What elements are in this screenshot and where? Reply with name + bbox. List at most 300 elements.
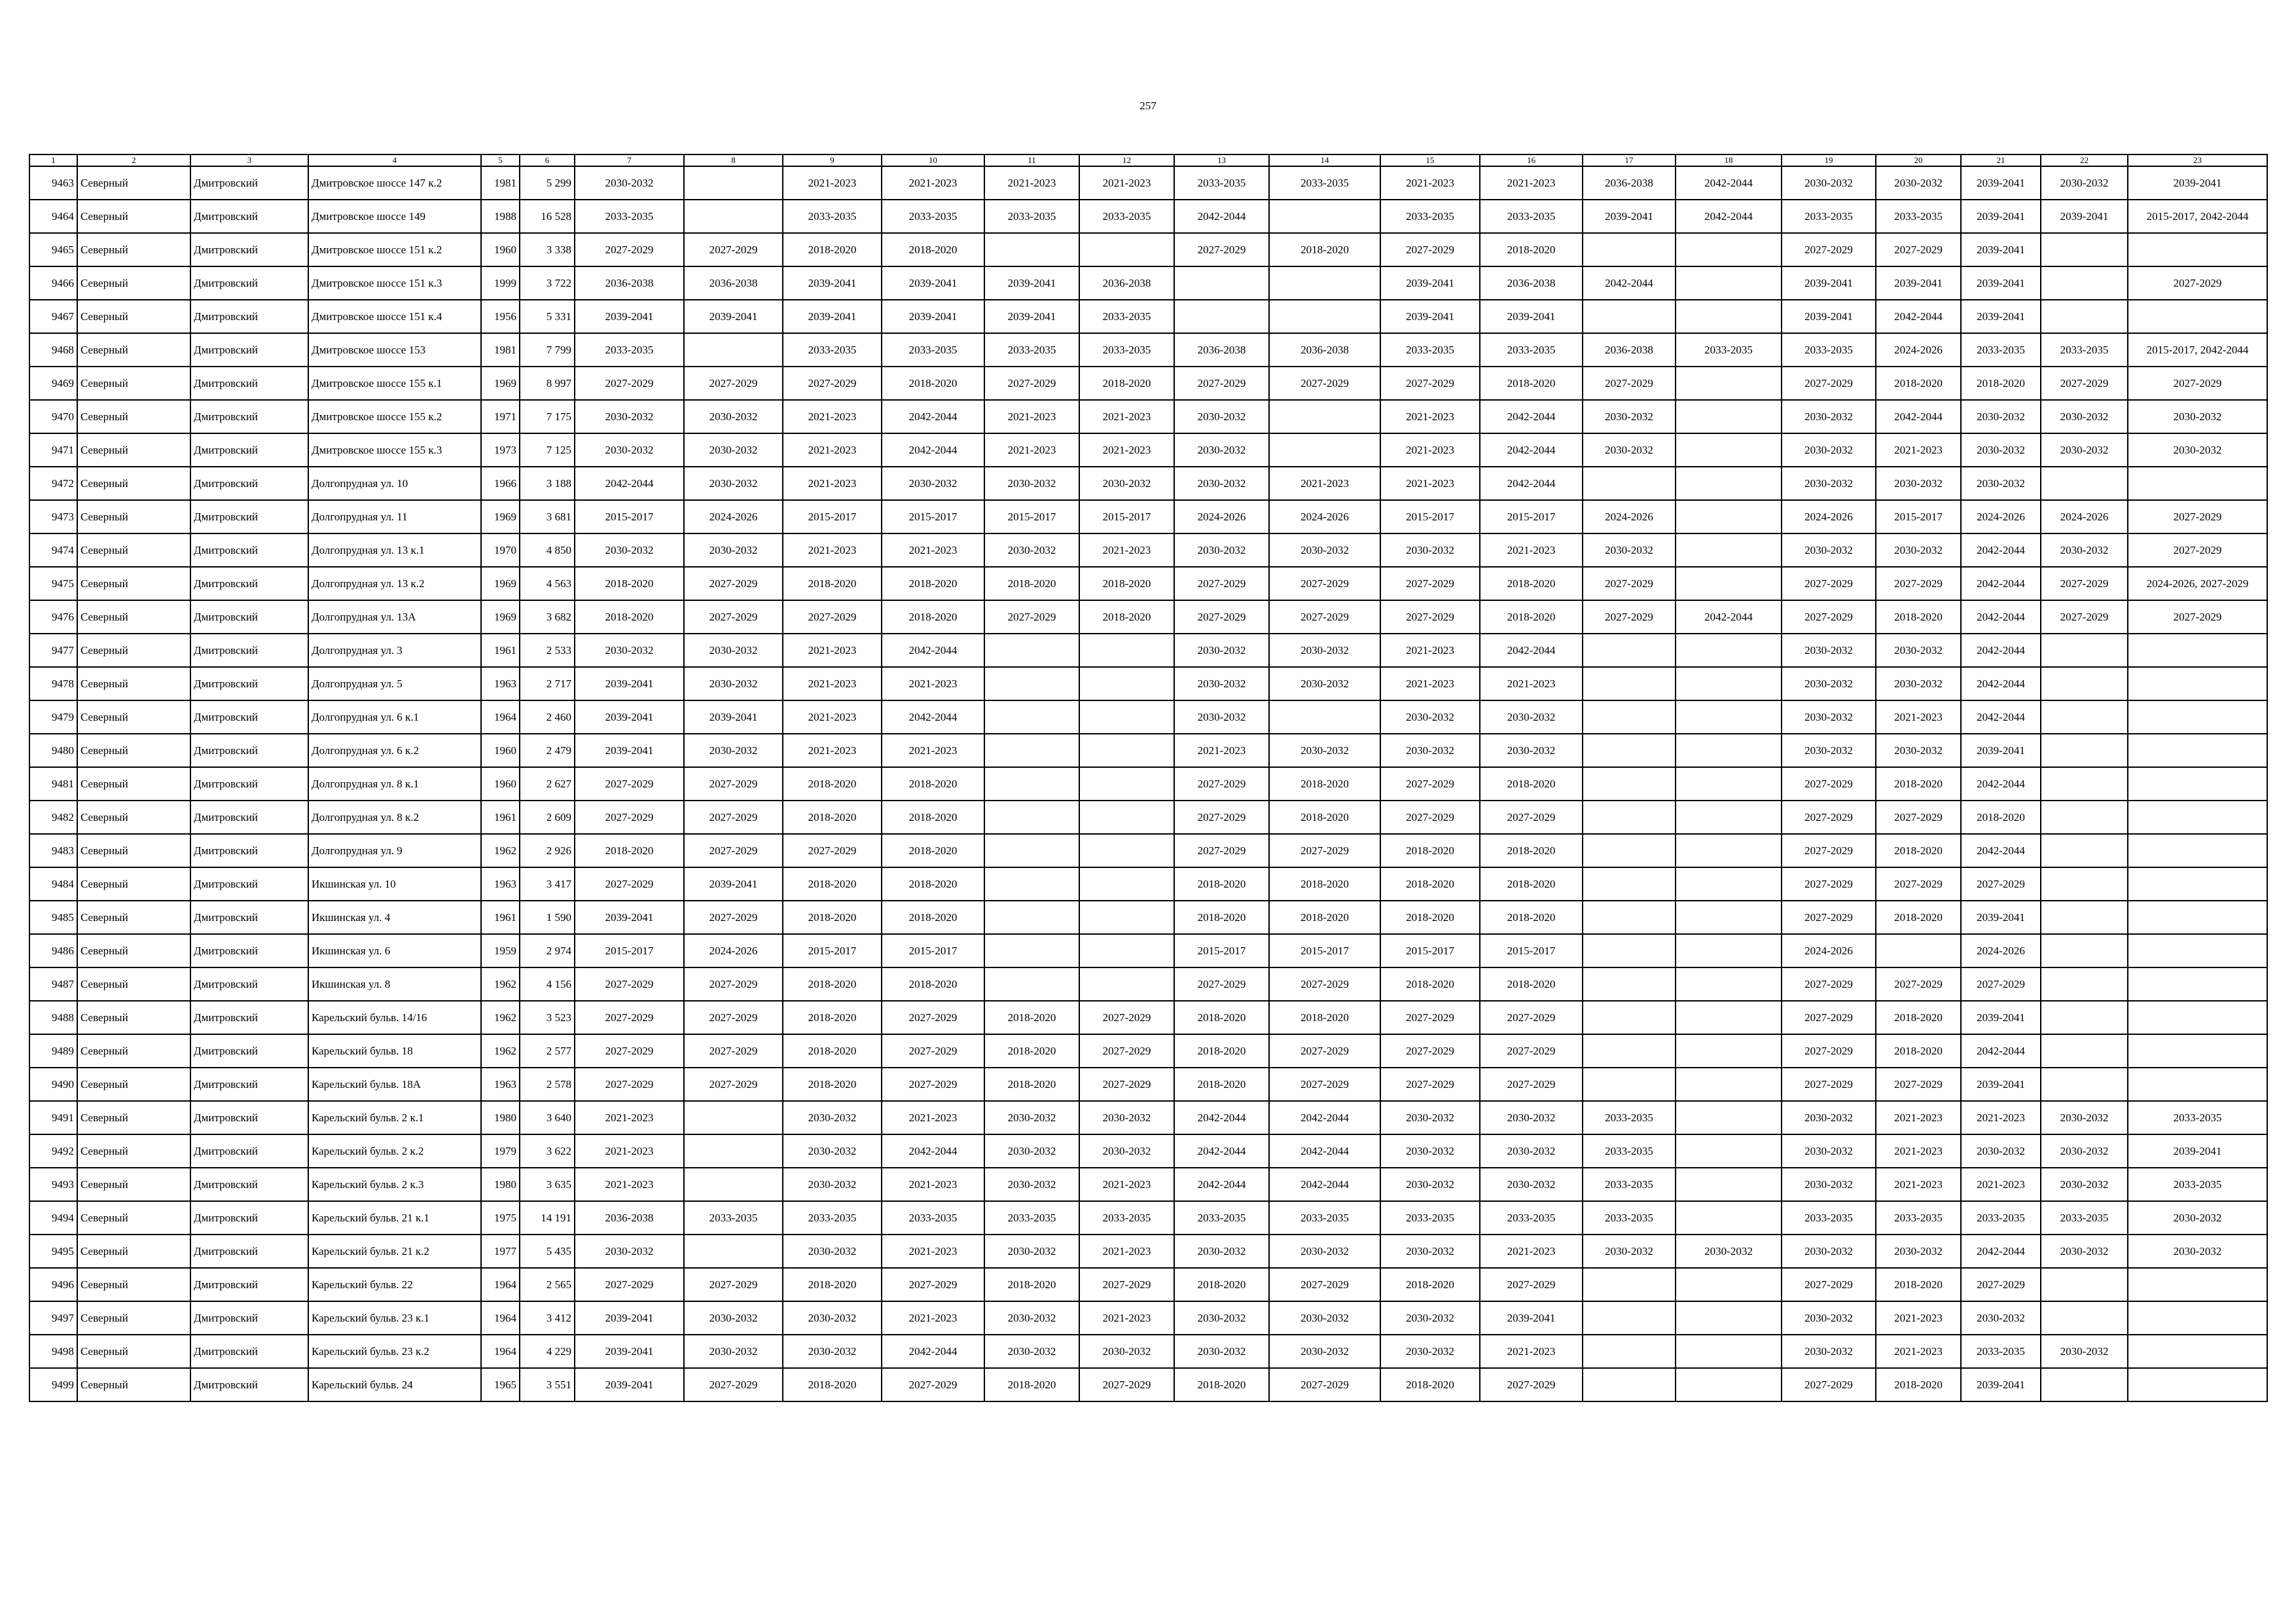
table-row [29,1168,2267,1201]
cell-period-col-10: 2033-2035 [882,333,984,367]
cell-period-col-7: 2018-2020 [575,567,684,600]
cell-area-value: 3 722 [520,266,575,300]
cell-period-col-11: 2030-2032 [984,1134,1079,1168]
cell-period-col-10: 2027-2029 [882,1034,984,1068]
cell-area-value: 3 682 [520,600,575,634]
cell-period-col-12: 2027-2029 [1079,1368,1174,1401]
cell-period-col-11: 2021-2023 [984,166,1079,200]
cell-period-col-14: 2027-2029 [1269,834,1380,867]
cell-period-col-12: 2030-2032 [1079,1134,1174,1168]
cell-year: 1971 [481,400,520,433]
cell-row-number: 9486 [29,934,77,967]
cell-year: 1980 [481,1101,520,1134]
cell-row-number: 9483 [29,834,77,867]
cell-period-col-10: 2021-2023 [882,1168,984,1201]
cell-period-col-18 [1676,634,1782,667]
cell-period-col-17 [1583,1368,1676,1401]
cell-period-col-11: 2030-2032 [984,467,1079,500]
cell-year: 1960 [481,233,520,266]
cell-period-col-7: 2030-2032 [575,1235,684,1268]
cell-period-col-20: 2021-2023 [1876,1101,1961,1134]
table-row [29,367,2267,400]
cell-period-col-11 [984,767,1079,801]
cell-area: Дмитровский [190,1335,308,1368]
cell-period-col-20: 2030-2032 [1876,467,1961,500]
cell-period-col-12: 2027-2029 [1079,1268,1174,1301]
cell-period-col-16: 2027-2029 [1480,1001,1583,1034]
cell-period-col-16: 2033-2035 [1480,333,1583,367]
cell-period-col-11: 2030-2032 [984,533,1079,567]
table-row [29,233,2267,266]
cell-address: Долгопрудная ул. 8 к.1 [308,767,481,801]
cell-period-col-16: 2027-2029 [1480,1268,1583,1301]
column-header-15: 15 [1380,154,1480,166]
column-header-18: 18 [1676,154,1782,166]
table-row [29,1001,2267,1034]
cell-period-col-7: 2036-2038 [575,266,684,300]
cell-period-col-10: 2021-2023 [882,1301,984,1335]
cell-period-col-19: 2027-2029 [1782,767,1876,801]
cell-period-col-23 [2128,667,2267,700]
cell-period-col-13: 2042-2044 [1174,200,1269,233]
cell-year: 1963 [481,667,520,700]
cell-row-number: 9471 [29,433,77,467]
table-row [29,734,2267,767]
cell-period-col-14: 2018-2020 [1269,901,1380,934]
cell-period-col-13: 2030-2032 [1174,433,1269,467]
table-row [29,1368,2267,1401]
cell-district: Северный [77,1201,190,1235]
cell-area: Дмитровский [190,1301,308,1335]
cell-period-col-7: 2027-2029 [575,1268,684,1301]
table-row [29,567,2267,600]
cell-period-col-14 [1269,300,1380,333]
cell-period-col-23: 2039-2041 [2128,166,2267,200]
cell-period-col-21: 2042-2044 [1961,1034,2041,1068]
cell-period-col-22 [2041,867,2128,901]
table-row [29,333,2267,367]
cell-period-col-8: 2027-2029 [684,1268,783,1301]
table-row [29,834,2267,867]
cell-period-col-9: 2027-2029 [783,834,882,867]
cell-district: Северный [77,333,190,367]
cell-period-col-19: 2027-2029 [1782,367,1876,400]
cell-period-col-14: 2015-2017 [1269,934,1380,967]
cell-period-col-17 [1583,634,1676,667]
cell-period-col-17: 2036-2038 [1583,333,1676,367]
cell-period-col-9: 2030-2032 [783,1101,882,1134]
cell-period-col-11: 2021-2023 [984,400,1079,433]
cell-period-col-14: 2027-2029 [1269,567,1380,600]
cell-period-col-13: 2027-2029 [1174,801,1269,834]
cell-period-col-13: 2015-2017 [1174,934,1269,967]
cell-period-col-17: 2033-2035 [1583,1168,1676,1201]
cell-row-number: 9466 [29,266,77,300]
cell-period-col-13: 2042-2044 [1174,1168,1269,1201]
cell-area: Дмитровский [190,433,308,467]
cell-period-col-22: 2027-2029 [2041,367,2128,400]
cell-period-col-19: 2033-2035 [1782,200,1876,233]
cell-period-col-17: 2030-2032 [1583,533,1676,567]
cell-period-col-21: 2024-2026 [1961,934,2041,967]
cell-period-col-17: 2030-2032 [1583,1235,1676,1268]
cell-area: Дмитровский [190,300,308,333]
cell-period-col-9: 2021-2023 [783,433,882,467]
cell-period-col-20: 2021-2023 [1876,1168,1961,1201]
cell-period-col-23 [2128,1001,2267,1034]
cell-period-col-20: 2018-2020 [1876,1034,1961,1068]
cell-period-col-23 [2128,901,2267,934]
cell-period-col-8: 2027-2029 [684,1034,783,1068]
cell-area-value: 2 627 [520,767,575,801]
column-header-8: 8 [684,154,783,166]
cell-area-value: 7 125 [520,433,575,467]
cell-area: Дмитровский [190,367,308,400]
cell-period-col-21: 2033-2035 [1961,1335,2041,1368]
cell-period-col-21: 2039-2041 [1961,1001,2041,1034]
cell-area-value: 8 997 [520,367,575,400]
cell-period-col-20: 2030-2032 [1876,634,1961,667]
cell-period-col-17 [1583,700,1676,734]
cell-period-col-10: 2042-2044 [882,634,984,667]
cell-address: Дмитровское шоссе 147 к.2 [308,166,481,200]
table-row [29,166,2267,200]
cell-period-col-7: 2027-2029 [575,867,684,901]
cell-period-col-16: 2042-2044 [1480,467,1583,500]
cell-year: 1969 [481,367,520,400]
cell-period-col-15: 2015-2017 [1380,934,1480,967]
cell-period-col-17: 2027-2029 [1583,567,1676,600]
cell-period-col-8: 2039-2041 [684,700,783,734]
cell-period-col-7: 2030-2032 [575,400,684,433]
cell-period-col-23: 2027-2029 [2128,600,2267,634]
cell-row-number: 9472 [29,467,77,500]
cell-period-col-10: 2033-2035 [882,200,984,233]
cell-period-col-12 [1079,834,1174,867]
cell-district: Северный [77,1001,190,1034]
cell-period-col-19: 2033-2035 [1782,333,1876,367]
cell-period-col-16: 2018-2020 [1480,967,1583,1001]
cell-period-col-15: 2027-2029 [1380,1068,1480,1101]
cell-period-col-19: 2027-2029 [1782,867,1876,901]
cell-period-col-17 [1583,1335,1676,1368]
cell-period-col-17 [1583,667,1676,700]
column-header-14: 14 [1269,154,1380,166]
cell-period-col-11: 2033-2035 [984,200,1079,233]
cell-period-col-12: 2015-2017 [1079,500,1174,533]
cell-row-number: 9491 [29,1101,77,1134]
cell-area-value: 2 479 [520,734,575,767]
cell-period-col-15: 2018-2020 [1380,967,1480,1001]
cell-period-col-14: 2027-2029 [1269,367,1380,400]
cell-period-col-23: 2024-2026, 2027-2029 [2128,567,2267,600]
cell-period-col-23 [2128,1368,2267,1401]
cell-period-col-11: 2015-2017 [984,500,1079,533]
cell-period-col-12: 2033-2035 [1079,200,1174,233]
cell-period-col-20: 2018-2020 [1876,834,1961,867]
cell-period-col-21: 2024-2026 [1961,500,2041,533]
cell-period-col-18 [1676,1368,1782,1401]
cell-period-col-12: 2021-2023 [1079,1168,1174,1201]
cell-district: Северный [77,700,190,734]
cell-address: Карельский бульв. 22 [308,1268,481,1301]
cell-period-col-7: 2039-2041 [575,901,684,934]
cell-period-col-9: 2018-2020 [783,901,882,934]
cell-row-number: 9484 [29,867,77,901]
cell-area: Дмитровский [190,600,308,634]
cell-period-col-13 [1174,266,1269,300]
cell-period-col-7: 2015-2017 [575,500,684,533]
cell-district: Северный [77,867,190,901]
cell-period-col-21: 2042-2044 [1961,834,2041,867]
cell-period-col-20: 2018-2020 [1876,600,1961,634]
cell-period-col-9: 2018-2020 [783,767,882,801]
cell-address: Долгопрудная ул. 6 к.2 [308,734,481,767]
cell-period-col-8: 2039-2041 [684,300,783,333]
cell-period-col-16: 2021-2023 [1480,1335,1583,1368]
cell-period-col-23: 2015-2017, 2042-2044 [2128,333,2267,367]
cell-period-col-15: 2033-2035 [1380,333,1480,367]
cell-address: Икшинская ул. 4 [308,901,481,934]
cell-period-col-16: 2021-2023 [1480,166,1583,200]
cell-period-col-13: 2033-2035 [1174,1201,1269,1235]
cell-area: Дмитровский [190,934,308,967]
cell-period-col-8: 2030-2032 [684,400,783,433]
cell-period-col-13: 2027-2029 [1174,233,1269,266]
cell-period-col-18 [1676,500,1782,533]
cell-period-col-12: 2021-2023 [1079,533,1174,567]
cell-period-col-18 [1676,1101,1782,1134]
cell-area: Дмитровский [190,1235,308,1268]
cell-period-col-20: 2039-2041 [1876,266,1961,300]
cell-period-col-8 [684,333,783,367]
cell-area-value: 3 523 [520,1001,575,1034]
cell-area-value: 2 974 [520,934,575,967]
cell-period-col-16: 2015-2017 [1480,500,1583,533]
cell-address: Дмитровское шоссе 149 [308,200,481,233]
cell-period-col-20: 2030-2032 [1876,667,1961,700]
column-header-1: 1 [29,154,77,166]
cell-period-col-21: 2039-2041 [1961,233,2041,266]
cell-period-col-22 [2041,734,2128,767]
table-header [29,154,2267,166]
cell-period-col-11: 2027-2029 [984,367,1079,400]
cell-district: Северный [77,1235,190,1268]
cell-year: 1963 [481,867,520,901]
cell-area-value: 14 191 [520,1201,575,1235]
cell-area: Дмитровский [190,400,308,433]
cell-area-value: 7 799 [520,333,575,367]
cell-period-col-17 [1583,734,1676,767]
cell-address: Карельский бульв. 21 к.2 [308,1235,481,1268]
cell-period-col-13: 2018-2020 [1174,1068,1269,1101]
cell-area-value: 3 551 [520,1368,575,1401]
cell-period-col-21: 2033-2035 [1961,1201,2041,1235]
cell-period-col-9: 2018-2020 [783,1068,882,1101]
cell-period-col-16: 2042-2044 [1480,433,1583,467]
cell-period-col-10: 2027-2029 [882,1268,984,1301]
cell-address: Карельский бульв. 14/16 [308,1001,481,1034]
cell-period-col-19: 2030-2032 [1782,1335,1876,1368]
cell-period-col-14: 2018-2020 [1269,867,1380,901]
cell-period-col-18 [1676,367,1782,400]
cell-district: Северный [77,400,190,433]
cell-period-col-23 [2128,934,2267,967]
cell-period-col-13: 2027-2029 [1174,367,1269,400]
cell-period-col-15: 2027-2029 [1380,1034,1480,1068]
cell-period-col-17: 2033-2035 [1583,1101,1676,1134]
cell-period-col-14 [1269,400,1380,433]
cell-period-col-19: 2030-2032 [1782,400,1876,433]
cell-row-number: 9473 [29,500,77,533]
cell-year: 1981 [481,166,520,200]
cell-period-col-19: 2039-2041 [1782,266,1876,300]
cell-period-col-17: 2036-2038 [1583,166,1676,200]
cell-period-col-15: 2018-2020 [1380,1268,1480,1301]
cell-period-col-19: 2030-2032 [1782,1134,1876,1168]
cell-period-col-17 [1583,300,1676,333]
cell-period-col-8 [684,1168,783,1201]
cell-period-col-18 [1676,667,1782,700]
cell-period-col-11 [984,901,1079,934]
cell-period-col-22: 2030-2032 [2041,1335,2128,1368]
cell-address: Карельский бульв. 23 к.2 [308,1335,481,1368]
table-row [29,1201,2267,1235]
cell-area-value: 5 299 [520,166,575,200]
cell-period-col-13: 2018-2020 [1174,1268,1269,1301]
table-row [29,433,2267,467]
table-row [29,600,2267,634]
cell-period-col-7: 2030-2032 [575,634,684,667]
cell-period-col-14: 2027-2029 [1269,1268,1380,1301]
cell-period-col-9: 2033-2035 [783,1201,882,1235]
cell-period-col-20: 2021-2023 [1876,433,1961,467]
cell-period-col-11: 2018-2020 [984,1001,1079,1034]
table-row [29,300,2267,333]
table-row [29,801,2267,834]
cell-period-col-19: 2027-2029 [1782,233,1876,266]
cell-period-col-9: 2015-2017 [783,934,882,967]
cell-period-col-21: 2030-2032 [1961,1301,2041,1335]
cell-period-col-14: 2027-2029 [1269,600,1380,634]
cell-period-col-21: 2042-2044 [1961,667,2041,700]
cell-period-col-21: 2021-2023 [1961,1168,2041,1201]
cell-period-col-19: 2024-2026 [1782,500,1876,533]
cell-period-col-19: 2030-2032 [1782,166,1876,200]
cell-period-col-14: 2033-2035 [1269,166,1380,200]
cell-period-col-18 [1676,233,1782,266]
cell-period-col-20: 2015-2017 [1876,500,1961,533]
cell-year: 1970 [481,533,520,567]
cell-area: Дмитровский [190,834,308,867]
cell-year: 1964 [481,1301,520,1335]
cell-period-col-19: 2027-2029 [1782,1034,1876,1068]
cell-address: Дмитровское шоссе 151 к.3 [308,266,481,300]
cell-period-col-19: 2030-2032 [1782,700,1876,734]
cell-row-number: 9487 [29,967,77,1001]
cell-row-number: 9463 [29,166,77,200]
cell-period-col-23: 2027-2029 [2128,500,2267,533]
cell-period-col-8: 2030-2032 [684,634,783,667]
cell-period-col-19: 2030-2032 [1782,667,1876,700]
cell-period-col-20: 2018-2020 [1876,1368,1961,1401]
cell-period-col-7: 2027-2029 [575,1001,684,1034]
cell-period-col-13: 2018-2020 [1174,1001,1269,1034]
cell-period-col-23 [2128,967,2267,1001]
cell-row-number: 9499 [29,1368,77,1401]
cell-period-col-7: 2021-2023 [575,1134,684,1168]
cell-area: Дмитровский [190,333,308,367]
cell-period-col-10: 2042-2044 [882,1134,984,1168]
cell-period-col-7: 2039-2041 [575,700,684,734]
cell-period-col-20 [1876,934,1961,967]
cell-period-col-14: 2027-2029 [1269,1068,1380,1101]
cell-period-col-19: 2030-2032 [1782,1235,1876,1268]
cell-period-col-13: 2027-2029 [1174,567,1269,600]
cell-period-col-22 [2041,467,2128,500]
cell-period-col-18: 2042-2044 [1676,600,1782,634]
cell-period-col-9: 2039-2041 [783,300,882,333]
cell-period-col-22: 2030-2032 [2041,1101,2128,1134]
cell-period-col-18 [1676,266,1782,300]
cell-year: 1962 [481,1001,520,1034]
cell-period-col-9: 2015-2017 [783,500,882,533]
table-row [29,266,2267,300]
cell-year: 1959 [481,934,520,967]
cell-period-col-14: 2030-2032 [1269,634,1380,667]
cell-row-number: 9467 [29,300,77,333]
cell-period-col-21: 2018-2020 [1961,367,2041,400]
cell-year: 1980 [481,1168,520,1201]
cell-period-col-20: 2027-2029 [1876,567,1961,600]
cell-period-col-18 [1676,1301,1782,1335]
cell-period-col-16: 2030-2032 [1480,1168,1583,1201]
cell-period-col-8: 2027-2029 [684,233,783,266]
cell-period-col-23: 2039-2041 [2128,1134,2267,1168]
cell-period-col-14: 2018-2020 [1269,767,1380,801]
cell-period-col-10: 2018-2020 [882,801,984,834]
cell-area-value: 2 717 [520,667,575,700]
cell-period-col-18 [1676,734,1782,767]
cell-period-col-10: 2042-2044 [882,1335,984,1368]
cell-period-col-7: 2027-2029 [575,367,684,400]
cell-area: Дмитровский [190,266,308,300]
cell-period-col-8: 2024-2026 [684,934,783,967]
cell-district: Северный [77,634,190,667]
cell-year: 1964 [481,1335,520,1368]
cell-period-col-12: 2027-2029 [1079,1068,1174,1101]
cell-period-col-13: 2030-2032 [1174,700,1269,734]
cell-period-col-22 [2041,300,2128,333]
cell-area: Дмитровский [190,467,308,500]
cell-period-col-10: 2042-2044 [882,400,984,433]
table-row [29,934,2267,967]
column-header-5: 5 [481,154,520,166]
column-header-16: 16 [1480,154,1583,166]
cell-period-col-22: 2027-2029 [2041,567,2128,600]
cell-period-col-14: 2030-2032 [1269,667,1380,700]
cell-period-col-8: 2027-2029 [684,801,783,834]
cell-period-col-17: 2030-2032 [1583,433,1676,467]
cell-district: Северный [77,934,190,967]
cell-period-col-15: 2030-2032 [1380,1101,1480,1134]
cell-period-col-23 [2128,1068,2267,1101]
table-row [29,1335,2267,1368]
cell-period-col-20: 2021-2023 [1876,700,1961,734]
cell-period-col-22 [2041,634,2128,667]
cell-period-col-17 [1583,1301,1676,1335]
header-row [29,154,2267,166]
